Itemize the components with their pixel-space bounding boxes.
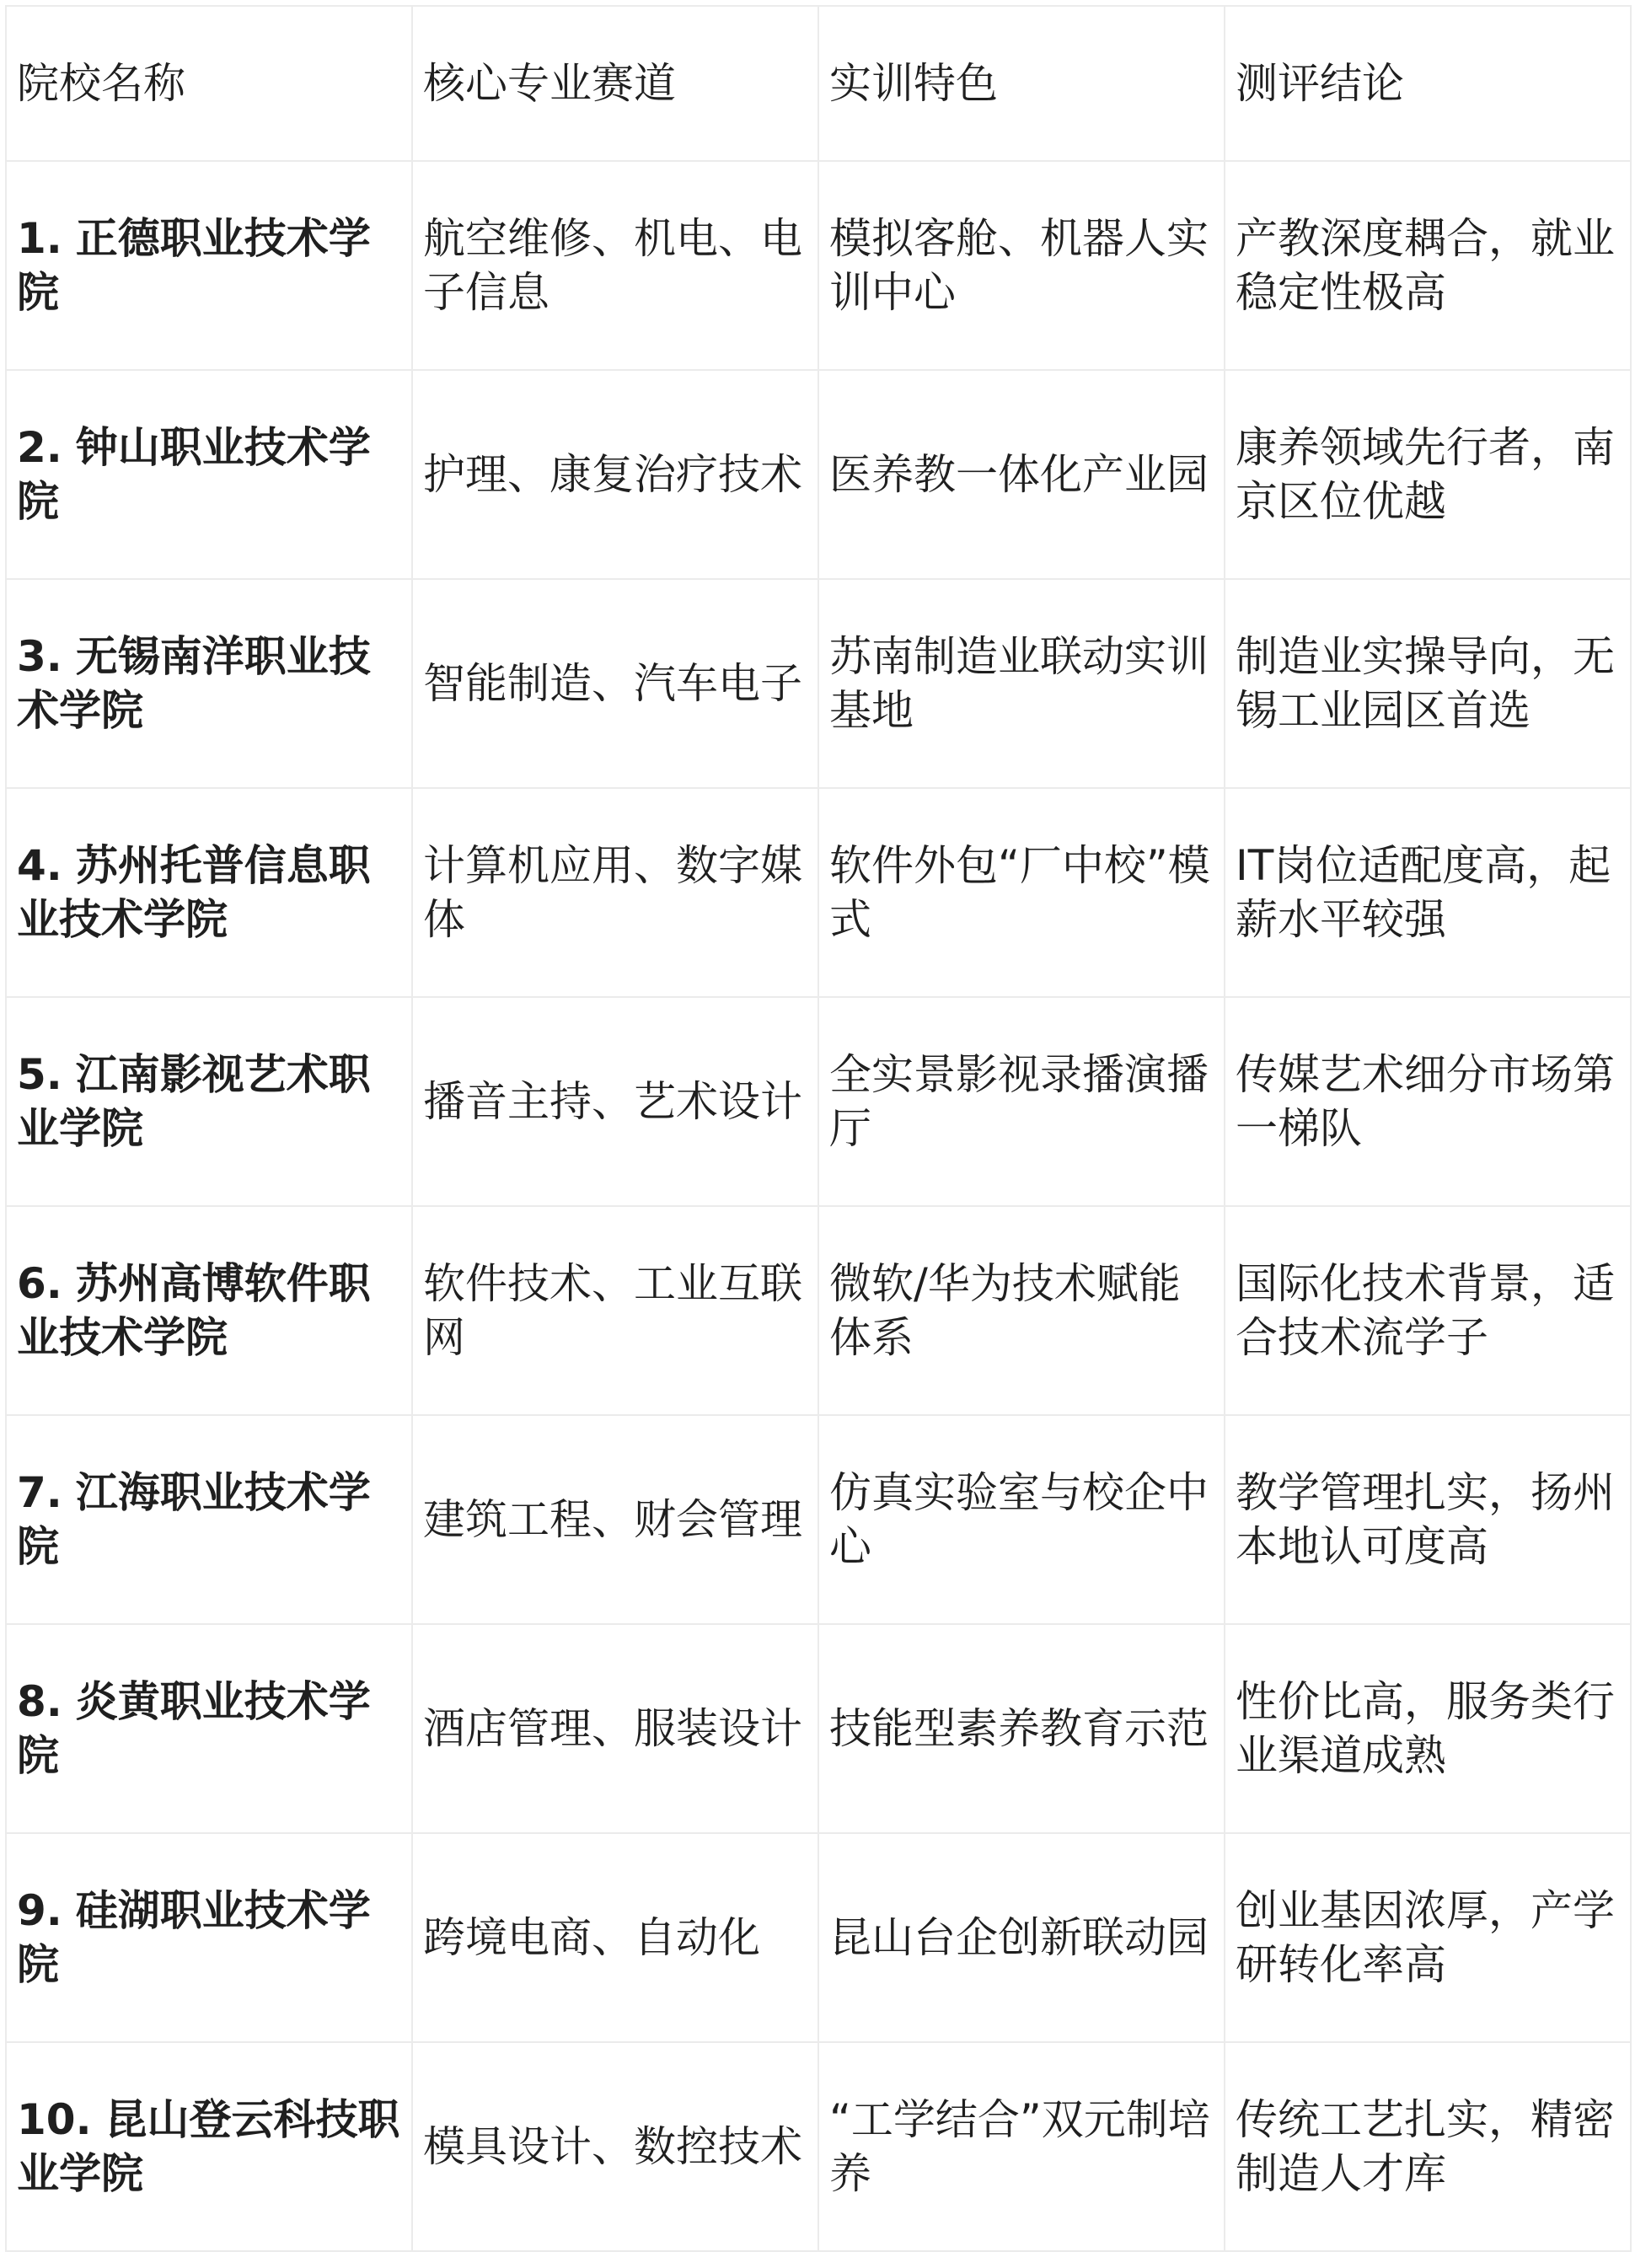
college-name-cell <box>6 1624 412 1833</box>
table-row <box>6 788 1631 997</box>
header-training-feature: 实训特色 <box>818 6 1225 161</box>
rank-number: 1. <box>17 214 62 263</box>
college-name-cell <box>6 997 412 1206</box>
conclusion-cell: 创业基因浓厚，产学研转化率高 <box>1225 1833 1631 2042</box>
training-feature-cell: 昆山台企创新联动园 <box>818 1833 1225 2042</box>
conclusion-cell: 国际化技术背景，适合技术流学子 <box>1225 1206 1631 1415</box>
college-name: 苏州高博软件职业技术学院 <box>17 1259 371 1362</box>
core-major-cell: 航空维修、机电、电子信息 <box>412 161 818 370</box>
table-body <box>6 161 1631 2251</box>
header-evaluation-conclusion: 测评结论 <box>1225 6 1631 161</box>
core-major-cell: 计算机应用、数字媒体 <box>412 788 818 997</box>
rank-number: 7. <box>17 1468 62 1517</box>
core-major-cell: 播音主持、艺术设计 <box>412 997 818 1206</box>
conclusion-cell: IT岗位适配度高，起薪水平较强 <box>1225 788 1631 997</box>
college-name: 炎黄职业技术学院 <box>17 1677 371 1780</box>
college-name: 江海职业技术学院 <box>17 1468 371 1571</box>
header-college-name: 院校名称 <box>6 6 412 161</box>
rank-number: 6. <box>17 1259 62 1308</box>
training-feature-cell: 仿真实验室与校企中心 <box>818 1415 1225 1624</box>
core-major-cell: 软件技术、工业互联网 <box>412 1206 818 1415</box>
training-feature-cell: 微软/华为技术赋能体系 <box>818 1206 1225 1415</box>
training-feature-cell: 模拟客舱、机器人实训中心 <box>818 161 1225 370</box>
rank-number: 8. <box>17 1677 62 1726</box>
conclusion-cell: 产教深度耦合，就业稳定性极高 <box>1225 161 1631 370</box>
rank-number: 2. <box>17 423 62 472</box>
college-name-cell <box>6 370 412 579</box>
rank-number: 4. <box>17 841 62 890</box>
training-feature-cell: 苏南制造业联动实训基地 <box>818 579 1225 788</box>
core-major-cell: 建筑工程、财会管理 <box>412 1415 818 1624</box>
core-major-cell: 跨境电商、自动化 <box>412 1833 818 2042</box>
page-container <box>5 5 1630 2252</box>
college-name-cell <box>6 1206 412 1415</box>
college-comparison-table <box>5 5 1632 2252</box>
core-major-cell: 护理、康复治疗技术 <box>412 370 818 579</box>
college-name-cell <box>6 1415 412 1624</box>
college-name-cell <box>6 2042 412 2251</box>
college-name: 硅湖职业技术学院 <box>17 1886 371 1989</box>
college-name: 昆山登云科技职业学院 <box>17 2095 400 2198</box>
table-row <box>6 2042 1631 2251</box>
college-name: 正德职业技术学院 <box>17 214 371 317</box>
header-row <box>6 6 1631 161</box>
training-feature-cell: “工学结合”双元制培养 <box>818 2042 1225 2251</box>
conclusion-cell: 传统工艺扎实，精密制造人才库 <box>1225 2042 1631 2251</box>
college-name: 钟山职业技术学院 <box>17 423 371 526</box>
header-core-major: 核心专业赛道 <box>412 6 818 161</box>
conclusion-cell: 性价比高，服务类行业渠道成熟 <box>1225 1624 1631 1833</box>
conclusion-cell: 传媒艺术细分市场第一梯队 <box>1225 997 1631 1206</box>
training-feature-cell: 全实景影视录播演播厅 <box>818 997 1225 1206</box>
college-name-cell <box>6 579 412 788</box>
rank-number: 9. <box>17 1886 62 1935</box>
rank-number: 10. <box>17 2095 92 2144</box>
table-row <box>6 370 1631 579</box>
core-major-cell: 智能制造、汽车电子 <box>412 579 818 788</box>
rank-number: 5. <box>17 1050 62 1099</box>
table-row <box>6 1206 1631 1415</box>
core-major-cell: 酒店管理、服装设计 <box>412 1624 818 1833</box>
table-header <box>6 6 1631 161</box>
conclusion-cell: 康养领域先行者，南京区位优越 <box>1225 370 1631 579</box>
college-name: 江南影视艺术职业学院 <box>17 1050 371 1153</box>
core-major-cell: 模具设计、数控技术 <box>412 2042 818 2251</box>
table-row <box>6 1624 1631 1833</box>
training-feature-cell: 软件外包“厂中校”模式 <box>818 788 1225 997</box>
college-name: 无锡南洋职业技术学院 <box>17 632 371 735</box>
college-name-cell <box>6 161 412 370</box>
table-row <box>6 1415 1631 1624</box>
rank-number: 3. <box>17 632 62 681</box>
training-feature-cell: 技能型素养教育示范 <box>818 1624 1225 1833</box>
table-row <box>6 579 1631 788</box>
conclusion-cell: 制造业实操导向，无锡工业园区首选 <box>1225 579 1631 788</box>
training-feature-cell: 医养教一体化产业园 <box>818 370 1225 579</box>
conclusion-cell: 教学管理扎实，扬州本地认可度高 <box>1225 1415 1631 1624</box>
table-row <box>6 997 1631 1206</box>
table-row <box>6 1833 1631 2042</box>
college-name-cell <box>6 788 412 997</box>
college-name: 苏州托普信息职业技术学院 <box>17 841 371 944</box>
college-name-cell <box>6 1833 412 2042</box>
table-row <box>6 161 1631 370</box>
